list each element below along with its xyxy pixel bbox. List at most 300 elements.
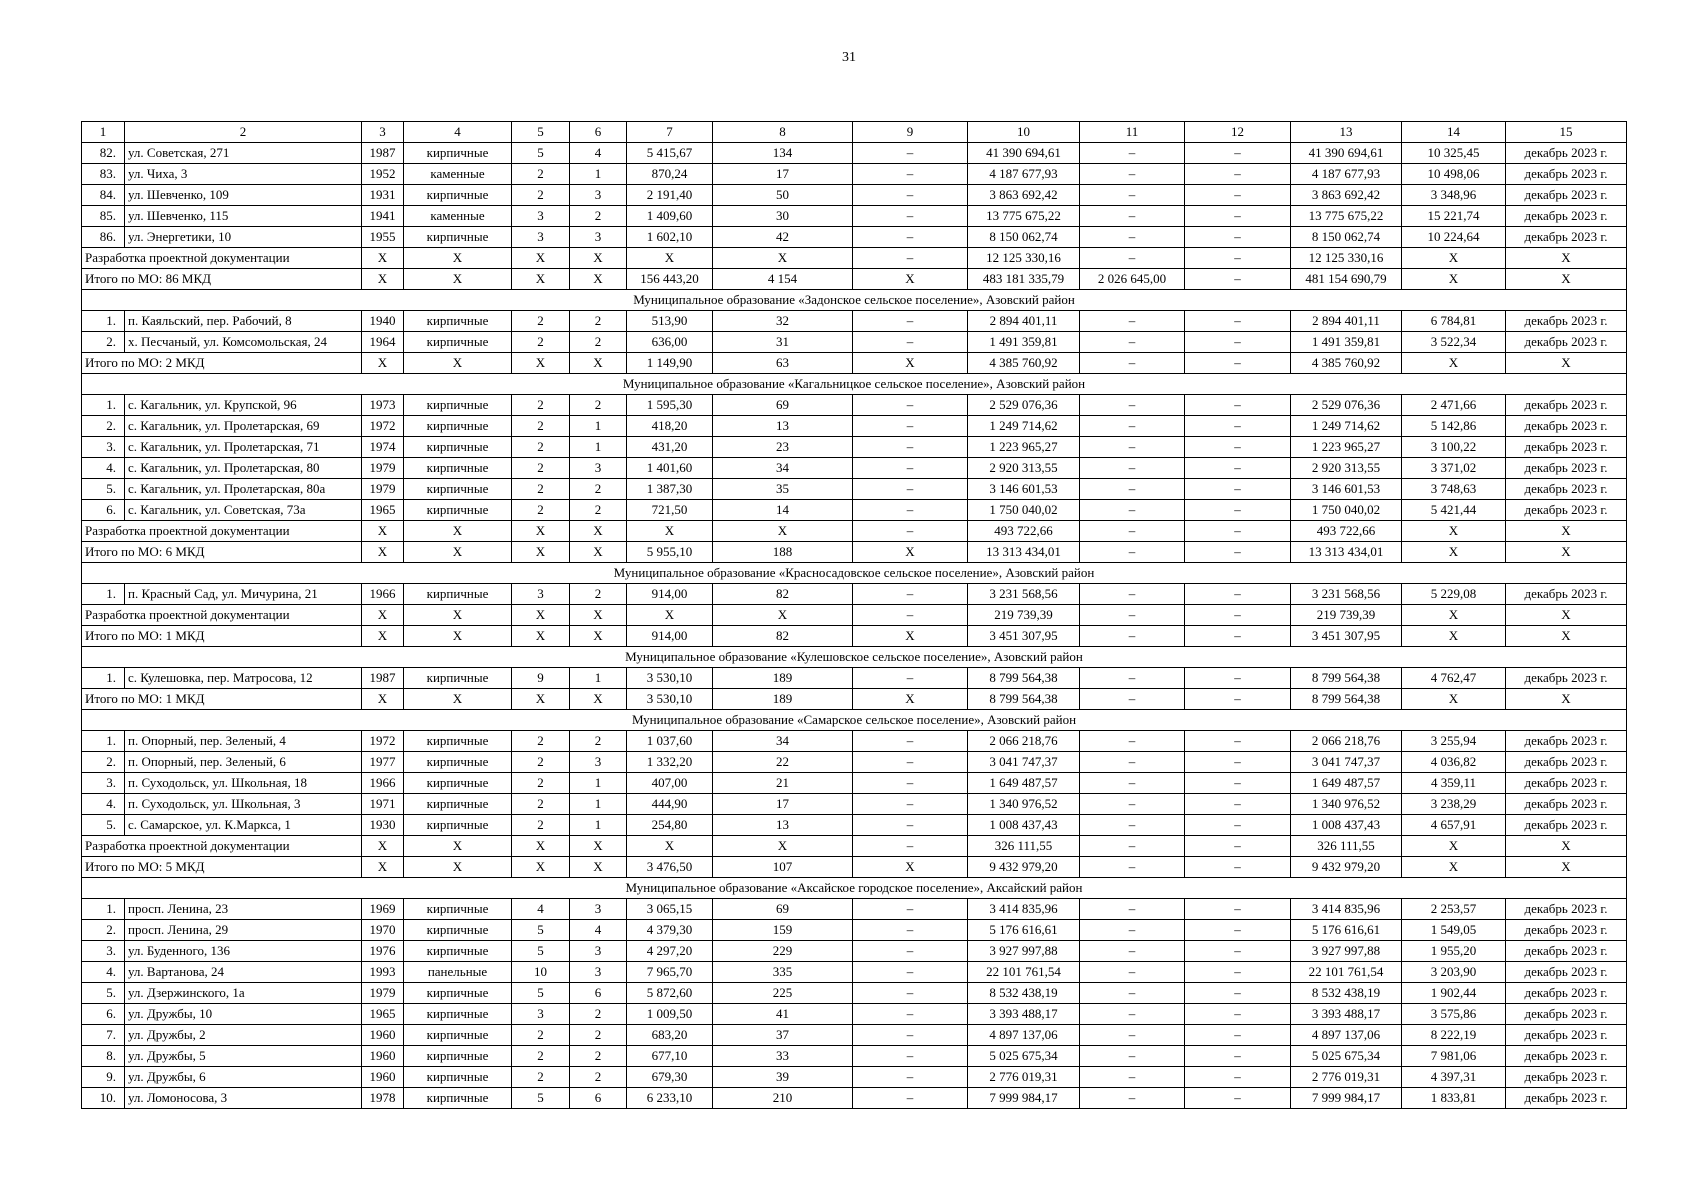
table-cell: –	[1080, 1088, 1185, 1109]
table-cell: –	[1080, 521, 1185, 542]
table-cell: –	[1185, 773, 1291, 794]
table-cell: 2	[570, 332, 627, 353]
table-cell: –	[1080, 206, 1185, 227]
table-cell: Х	[512, 626, 570, 647]
table-cell: 1940	[362, 311, 404, 332]
table-cell: Х	[404, 353, 512, 374]
table-cell: Х	[570, 689, 627, 710]
table-cell: с. Кагальник, ул. Советская, 73а	[125, 500, 362, 521]
table-cell: 7 999 984,17	[1291, 1088, 1402, 1109]
table-cell: 3 100,22	[1402, 437, 1506, 458]
table-row	[82, 1046, 1627, 1067]
table-cell: Х	[362, 353, 404, 374]
table-cell: –	[853, 584, 968, 605]
table-cell: декабрь 2023 г.	[1506, 164, 1627, 185]
table-cell: 3	[570, 899, 627, 920]
table-cell: 6.	[82, 1004, 125, 1025]
table-cell: 17	[713, 164, 853, 185]
table-cell: 2	[512, 416, 570, 437]
table-cell: 3	[570, 941, 627, 962]
table-cell: 1966	[362, 584, 404, 605]
table-cell: ул. Энергетики, 10	[125, 227, 362, 248]
table-cell: –	[853, 248, 968, 269]
table-cell: 2.	[82, 752, 125, 773]
table-cell: кирпичные	[404, 920, 512, 941]
table-cell: 3 393 488,17	[968, 1004, 1080, 1025]
table-cell: Х	[512, 248, 570, 269]
table-cell: 2	[570, 311, 627, 332]
table-cell: 11	[1080, 122, 1185, 143]
table-cell: ул. Дружбы, 10	[125, 1004, 362, 1025]
table-cell: 12 125 330,16	[968, 248, 1080, 269]
table-cell: Х	[1402, 836, 1506, 857]
table-cell: –	[1185, 248, 1291, 269]
table-cell: 5.	[82, 983, 125, 1004]
table-cell: Итого по МО: 1 МКД	[82, 689, 362, 710]
table-cell: ул. Дружбы, 2	[125, 1025, 362, 1046]
table-cell: Х	[362, 542, 404, 563]
table-cell: 4 657,91	[1402, 815, 1506, 836]
table-cell: 69	[713, 395, 853, 416]
table-cell: 721,50	[627, 500, 713, 521]
table-cell: –	[1080, 185, 1185, 206]
table-cell: 15 221,74	[1402, 206, 1506, 227]
table-cell: –	[1080, 1004, 1185, 1025]
table-row	[82, 185, 1627, 206]
table-cell: 2 026 645,00	[1080, 269, 1185, 290]
table-cell: 1965	[362, 500, 404, 521]
table-cell: 4 397,31	[1402, 1067, 1506, 1088]
table-cell: 1 902,44	[1402, 983, 1506, 1004]
table-cell: 31	[713, 332, 853, 353]
table-cell: Х	[512, 605, 570, 626]
table-cell: 8 532 438,19	[1291, 983, 1402, 1004]
table-cell: –	[1185, 941, 1291, 962]
table-cell: –	[853, 836, 968, 857]
table-cell: декабрь 2023 г.	[1506, 920, 1627, 941]
table-cell: 1 009,50	[627, 1004, 713, 1025]
table-cell: 1931	[362, 185, 404, 206]
table-cell: –	[1080, 1025, 1185, 1046]
table-cell: 2.	[82, 920, 125, 941]
table-cell: кирпичные	[404, 227, 512, 248]
table-cell: кирпичные	[404, 815, 512, 836]
table-cell: 3 393 488,17	[1291, 1004, 1402, 1025]
table-cell: 189	[713, 668, 853, 689]
table-cell: 4	[570, 920, 627, 941]
table-cell: –	[853, 605, 968, 626]
table-cell: Итого по МО: 1 МКД	[82, 626, 362, 647]
table-cell: Итого по МО: 86 МКД	[82, 269, 362, 290]
table-cell: 159	[713, 920, 853, 941]
table-cell: –	[1080, 731, 1185, 752]
table-cell: декабрь 2023 г.	[1506, 731, 1627, 752]
table-cell: 83.	[82, 164, 125, 185]
table-cell: 6	[570, 122, 627, 143]
table-cell: кирпичные	[404, 332, 512, 353]
table-cell: 326 111,55	[968, 836, 1080, 857]
table-cell: каменные	[404, 206, 512, 227]
capital-repair-table	[81, 121, 1627, 1109]
table-cell: с. Кагальник, ул. Крупской, 96	[125, 395, 362, 416]
table-cell: 39	[713, 1067, 853, 1088]
table-cell: –	[853, 332, 968, 353]
table-cell: 86.	[82, 227, 125, 248]
table-cell: 13 775 675,22	[968, 206, 1080, 227]
table-cell: 8 150 062,74	[1291, 227, 1402, 248]
table-cell: 4	[570, 143, 627, 164]
table-cell: 1	[570, 773, 627, 794]
table-cell: –	[1185, 206, 1291, 227]
table-cell: Х	[627, 836, 713, 857]
table-cell: декабрь 2023 г.	[1506, 584, 1627, 605]
table-cell: 2	[512, 395, 570, 416]
table-cell: Х	[362, 836, 404, 857]
table-cell: –	[853, 479, 968, 500]
table-cell: 5.	[82, 479, 125, 500]
table-cell: Х	[713, 248, 853, 269]
table-cell: 1	[82, 122, 125, 143]
table-cell: 418,20	[627, 416, 713, 437]
table-cell: с. Кагальник, ул. Пролетарская, 69	[125, 416, 362, 437]
table-cell: –	[1080, 626, 1185, 647]
table-cell: Х	[570, 542, 627, 563]
table-cell: Х	[404, 542, 512, 563]
table-cell: 85.	[82, 206, 125, 227]
table-cell: 2 529 076,36	[968, 395, 1080, 416]
table-cell: 1 149,90	[627, 353, 713, 374]
table-cell: декабрь 2023 г.	[1506, 437, 1627, 458]
table-cell: Х	[1506, 626, 1627, 647]
table-cell: панельные	[404, 962, 512, 983]
table-cell: 22	[713, 752, 853, 773]
table-cell: –	[853, 143, 968, 164]
table-cell: 2	[570, 1067, 627, 1088]
summary-row	[82, 626, 1627, 647]
table-cell: ул. Чиха, 3	[125, 164, 362, 185]
table-cell: –	[1080, 479, 1185, 500]
table-cell: 1	[570, 668, 627, 689]
table-cell: –	[1080, 164, 1185, 185]
table-cell: 10 224,64	[1402, 227, 1506, 248]
table-cell: 1987	[362, 143, 404, 164]
table-cell: декабрь 2023 г.	[1506, 311, 1627, 332]
table-cell: кирпичные	[404, 1004, 512, 1025]
table-cell: –	[1080, 899, 1185, 920]
table-cell: 14	[1402, 122, 1506, 143]
table-cell: 5 176 616,61	[1291, 920, 1402, 941]
table-cell: Муниципальное образование «Задонское сельское поселение», Азовский район	[82, 290, 1627, 311]
table-cell: –	[853, 185, 968, 206]
table-cell: –	[1185, 542, 1291, 563]
table-cell: 107	[713, 857, 853, 878]
table-cell: Х	[362, 269, 404, 290]
summary-row	[82, 857, 1627, 878]
table-cell: 8 799 564,38	[968, 689, 1080, 710]
table-cell: 17	[713, 794, 853, 815]
table-cell: 8.	[82, 1046, 125, 1067]
table-cell: –	[1080, 836, 1185, 857]
table-cell: 3 476,50	[627, 857, 713, 878]
table-cell: 326 111,55	[1291, 836, 1402, 857]
table-cell: –	[1185, 437, 1291, 458]
section-header-row	[82, 374, 1627, 395]
summary-row	[82, 521, 1627, 542]
table-cell: 2	[512, 164, 570, 185]
table-cell: Х	[362, 605, 404, 626]
table-cell: –	[853, 1088, 968, 1109]
table-cell: 10 498,06	[1402, 164, 1506, 185]
table-cell: декабрь 2023 г.	[1506, 773, 1627, 794]
table-cell: кирпичные	[404, 773, 512, 794]
summary-row	[82, 353, 1627, 374]
table-cell: –	[1080, 794, 1185, 815]
table-cell: –	[1185, 983, 1291, 1004]
table-cell: 1964	[362, 332, 404, 353]
table-cell: 3	[570, 962, 627, 983]
table-cell: 9 432 979,20	[968, 857, 1080, 878]
table-cell: –	[1185, 395, 1291, 416]
table-cell: Х	[404, 269, 512, 290]
table-cell: Итого по МО: 6 МКД	[82, 542, 362, 563]
table-cell: 5	[512, 122, 570, 143]
table-row	[82, 437, 1627, 458]
table-cell: Х	[512, 521, 570, 542]
table-cell: 1978	[362, 1088, 404, 1109]
table-cell: 2	[570, 1046, 627, 1067]
table-cell: 2 066 218,76	[1291, 731, 1402, 752]
table-cell: кирпичные	[404, 311, 512, 332]
table-cell: декабрь 2023 г.	[1506, 206, 1627, 227]
table-cell: 3 863 692,42	[968, 185, 1080, 206]
table-cell: 1993	[362, 962, 404, 983]
table-cell: –	[1185, 185, 1291, 206]
table-cell: –	[1185, 1025, 1291, 1046]
table-cell: декабрь 2023 г.	[1506, 899, 1627, 920]
table-cell: ул. Дзержинского, 1а	[125, 983, 362, 1004]
table-cell: п. Суходольск, ул. Школьная, 18	[125, 773, 362, 794]
section-header-row	[82, 563, 1627, 584]
table-row	[82, 416, 1627, 437]
table-cell: 13	[713, 815, 853, 836]
table-cell: 1930	[362, 815, 404, 836]
table-cell: 42	[713, 227, 853, 248]
table-cell: 13 313 434,01	[968, 542, 1080, 563]
table-cell: Муниципальное образование «Кагальницкое сельское поселение», Азовский район	[82, 374, 1627, 395]
table-cell: просп. Ленина, 29	[125, 920, 362, 941]
table-cell: 50	[713, 185, 853, 206]
table-cell: 5 872,60	[627, 983, 713, 1004]
table-cell: 254,80	[627, 815, 713, 836]
table-cell: 3 530,10	[627, 668, 713, 689]
table-cell: кирпичные	[404, 668, 512, 689]
table-cell: 34	[713, 731, 853, 752]
table-cell: ул. Дружбы, 6	[125, 1067, 362, 1088]
table-cell: 2	[512, 773, 570, 794]
table-cell: х. Песчаный, ул. Комсомольская, 24	[125, 332, 362, 353]
table-cell: п. Опорный, пер. Зеленый, 4	[125, 731, 362, 752]
table-cell: с. Самарское, ул. К.Маркса, 1	[125, 815, 362, 836]
table-cell: 1	[570, 164, 627, 185]
summary-row	[82, 689, 1627, 710]
table-cell: 1 750 040,02	[968, 500, 1080, 521]
table-cell: 2	[570, 1025, 627, 1046]
table-cell: 4 359,11	[1402, 773, 1506, 794]
table-row	[82, 983, 1627, 1004]
table-cell: Х	[570, 836, 627, 857]
table-cell: Х	[404, 857, 512, 878]
table-cell: –	[853, 458, 968, 479]
summary-row	[82, 836, 1627, 857]
table-cell: 13 313 434,01	[1291, 542, 1402, 563]
table-cell: Х	[512, 836, 570, 857]
table-cell: 1 649 487,57	[1291, 773, 1402, 794]
table-cell: –	[853, 227, 968, 248]
table-cell: 2 776 019,31	[1291, 1067, 1402, 1088]
table-cell: 3 414 835,96	[1291, 899, 1402, 920]
table-row	[82, 941, 1627, 962]
table-cell: 9	[512, 668, 570, 689]
table-cell: –	[1080, 752, 1185, 773]
table-cell: 407,00	[627, 773, 713, 794]
table-cell: 219 739,39	[968, 605, 1080, 626]
table-cell: Разработка проектной документации	[82, 836, 362, 857]
table-cell: п. Каяльский, пер. Рабочий, 8	[125, 311, 362, 332]
table-cell: с. Кагальник, ул. Пролетарская, 80а	[125, 479, 362, 500]
page-number: 31	[842, 50, 856, 65]
table-cell: 1952	[362, 164, 404, 185]
table-cell: Х	[853, 689, 968, 710]
table-cell: 189	[713, 689, 853, 710]
table-cell: 2	[512, 794, 570, 815]
table-cell: Х	[1402, 353, 1506, 374]
table-row	[82, 395, 1627, 416]
table-cell: 3	[512, 227, 570, 248]
table-cell: 1 340 976,52	[1291, 794, 1402, 815]
table-cell: Х	[570, 605, 627, 626]
table-cell: Х	[1506, 836, 1627, 857]
table-cell: 1973	[362, 395, 404, 416]
table-cell: 2	[570, 1004, 627, 1025]
table-cell: 2	[512, 1067, 570, 1088]
table-cell: кирпичные	[404, 500, 512, 521]
table-cell: Х	[570, 857, 627, 878]
table-cell: 2	[512, 437, 570, 458]
table-cell: 4	[404, 122, 512, 143]
table-cell: 7.	[82, 1025, 125, 1046]
table-cell: 41 390 694,61	[1291, 143, 1402, 164]
table-cell: Х	[570, 626, 627, 647]
table-cell: 4 187 677,93	[1291, 164, 1402, 185]
table-cell: 3 522,34	[1402, 332, 1506, 353]
table-cell: –	[853, 206, 968, 227]
table-row	[82, 773, 1627, 794]
table-cell: –	[1080, 437, 1185, 458]
table-cell: 1 955,20	[1402, 941, 1506, 962]
table-cell: 3 203,90	[1402, 962, 1506, 983]
table-row	[82, 584, 1627, 605]
table-cell: 1.	[82, 311, 125, 332]
table-cell: Х	[404, 605, 512, 626]
table-cell: Х	[1506, 542, 1627, 563]
table-cell: 2 920 313,55	[968, 458, 1080, 479]
table-cell: декабрь 2023 г.	[1506, 143, 1627, 164]
table-cell: 1941	[362, 206, 404, 227]
table-cell: Х	[1402, 542, 1506, 563]
table-cell: 1969	[362, 899, 404, 920]
table-cell: Х	[512, 542, 570, 563]
table-cell: 13	[1291, 122, 1402, 143]
table-cell: 4 762,47	[1402, 668, 1506, 689]
table-cell: Итого по МО: 2 МКД	[82, 353, 362, 374]
table-cell: –	[853, 920, 968, 941]
table-cell: 5.	[82, 815, 125, 836]
table-cell: –	[1185, 500, 1291, 521]
table-cell: –	[1185, 521, 1291, 542]
table-cell: Х	[362, 626, 404, 647]
table-cell: ул. Шевченко, 115	[125, 206, 362, 227]
table-cell: кирпичные	[404, 1025, 512, 1046]
table-cell: Х	[1506, 521, 1627, 542]
table-cell: кирпичные	[404, 458, 512, 479]
table-cell: 30	[713, 206, 853, 227]
table-cell: 2 894 401,11	[1291, 311, 1402, 332]
table-cell: 6.	[82, 500, 125, 521]
table-cell: 1979	[362, 983, 404, 1004]
table-cell: Х	[1402, 857, 1506, 878]
table-cell: 1 491 359,81	[968, 332, 1080, 353]
table-cell: 3 530,10	[627, 689, 713, 710]
table-cell: 22 101 761,54	[1291, 962, 1402, 983]
section-header-row	[82, 290, 1627, 311]
table-row	[82, 920, 1627, 941]
table-cell: п. Красный Сад, ул. Мичурина, 21	[125, 584, 362, 605]
table-cell: –	[1185, 269, 1291, 290]
table-cell: –	[1080, 143, 1185, 164]
table-cell: 219 739,39	[1291, 605, 1402, 626]
table-cell: 32	[713, 311, 853, 332]
table-cell: 12 125 330,16	[1291, 248, 1402, 269]
table-cell: 3.	[82, 437, 125, 458]
table-cell: кирпичные	[404, 731, 512, 752]
table-cell: –	[1080, 584, 1185, 605]
table-cell: Х	[404, 521, 512, 542]
table-cell: 23	[713, 437, 853, 458]
table-cell: 1955	[362, 227, 404, 248]
table-cell: 1960	[362, 1025, 404, 1046]
table-cell: 1977	[362, 752, 404, 773]
table-cell: –	[1080, 500, 1185, 521]
table-row	[82, 332, 1627, 353]
table-cell: –	[1185, 353, 1291, 374]
table-cell: 2	[570, 479, 627, 500]
table-cell: –	[1185, 164, 1291, 185]
table-cell: –	[853, 1067, 968, 1088]
table-cell: Х	[627, 605, 713, 626]
table-cell: Х	[713, 836, 853, 857]
table-cell: 1979	[362, 458, 404, 479]
table-cell: –	[1080, 773, 1185, 794]
table-cell: 1 602,10	[627, 227, 713, 248]
table-cell: 3 231 568,56	[968, 584, 1080, 605]
table-cell: 8 532 438,19	[968, 983, 1080, 1004]
table-cell: 13 775 675,22	[1291, 206, 1402, 227]
table-cell: –	[853, 731, 968, 752]
table-cell: 1 037,60	[627, 731, 713, 752]
table-cell: –	[1185, 899, 1291, 920]
table-cell: 2	[125, 122, 362, 143]
table-cell: 2	[570, 584, 627, 605]
